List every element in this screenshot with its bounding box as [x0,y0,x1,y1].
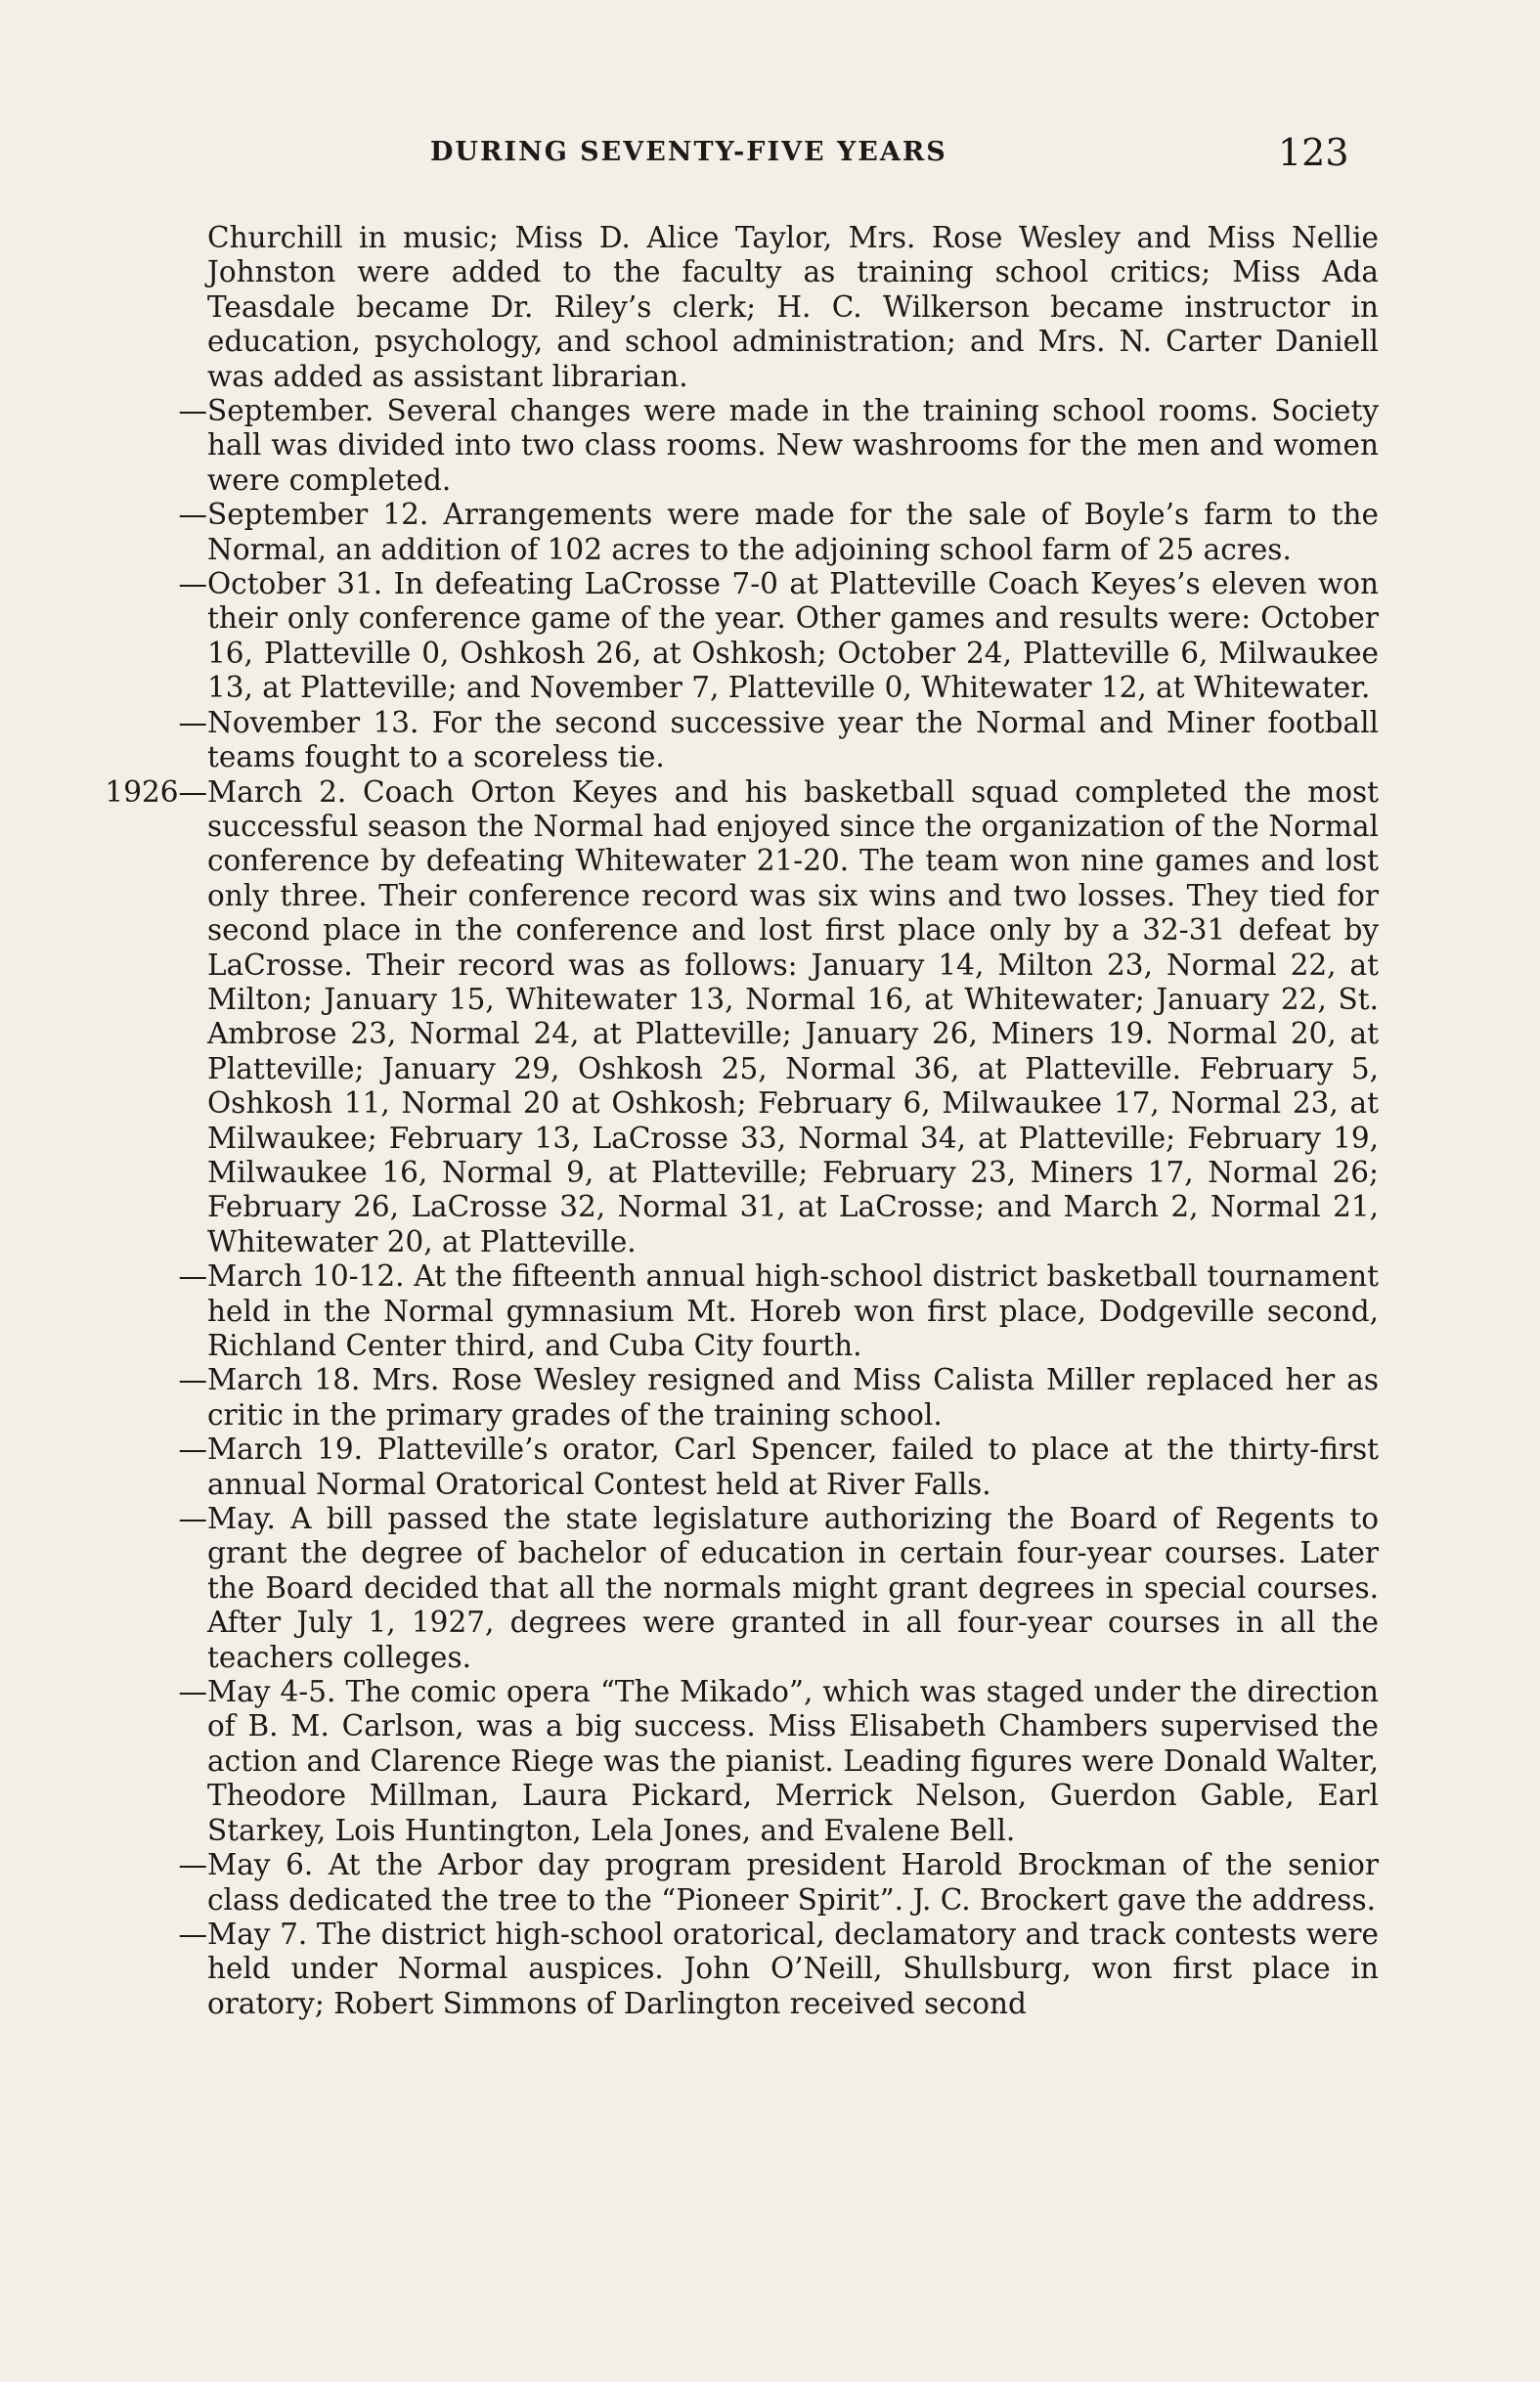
chronology-entry [105,774,1379,1260]
chronology-entry [168,498,1379,567]
page-body [105,221,1379,2021]
entry-lead: — [178,1363,207,1397]
entry-text: March 10-12. At the fifteenth annual high-school district basketball tournament held in the Normal gymnasium Mt. Horeb won first place, Dodgeville second, Richland Center third, and Cuba City fourth. [207,1259,1379,1362]
entry-lead: — [178,567,207,601]
chronology-entry [168,706,1379,775]
entry-lead: — [178,1675,207,1709]
entry-lead: — [178,1433,207,1467]
entry-text: October 31. In defeating LaCrosse 7-0 at Platteville Coach Keyes’s eleven won their only conference game of the year. Other games and results were: October 16, Platteville 0, Oshkosh 26, at Oshkosh; October 24, Platteville 6, Milwaukee 13, at Platteville; and November 7, Platteville 0, Whitewater 12, at Whitewater. [207,567,1379,705]
chronology-entry [168,394,1379,498]
entry-text: Churchill in music; Miss D. Alice Taylor, Mrs. Rose Wesley and Miss Nellie Johnston were added to the faculty as training school critics; Miss Ada Teasdale became Dr. Riley’s clerk; H. C. Wilkerson became instructor in education, psychology, and school administration; and Mrs. N. Carter Daniell was added as assistant librarian. [207,221,1379,393]
entry-lead: — [178,1502,207,1536]
page-number: 123 [1278,131,1349,174]
chronology-entry [168,1363,1379,1433]
chronology-entry [168,1848,1379,1918]
entry-lead: — [178,498,207,532]
entry-text: March 2. Coach Orton Keyes and his basketball squad completed the most successful season the Normal had enjoyed since the organization of the Normal conference by defeating Whitewater 21-20. The team won nine games and lost only three. Their conference record was six wins and two losses. They tied for second place in the conference and lost first place only by a 32-31 defeat by LaCrosse. Their record was as follows: January 14, Milton 23, Normal 22, at Milton; January 15, Whitewater 13, Normal 16, at Whitewater; January 22, St. Ambrose 23, Normal 24, at Platteville; January 26, Miners 19. Normal 20, at Platteville; January 29, Oshkosh 25, Normal 36, at Platteville. February 5, Oshkosh 11, Normal 20 at Oshkosh; February 6, Milwaukee 17, Normal 23, at Milwaukee; February 13, LaCrosse 33, Normal 34, at Platteville; February 19, Milwaukee 16, Normal 9, at Platteville; February 23, Miners 17, Normal 26; February 26, LaCrosse 32, Normal 31, at LaCrosse; and March 2, Normal 21, Whitewater 20, at Platteville. [207,774,1379,1258]
entry-text: May 6. At the Arbor day program president Harold Brockman of the senior class dedicated the tree to the “Pioneer Spirit”. J. C. Brockert gave the address. [207,1848,1379,1917]
entry-text: May 7. The district high-school oratorical, declamatory and track contests were held under Normal auspices. John O’Neill, Shullsburg, won first place in oratory; Robert Simmons of Darlington received second [207,1917,1379,2020]
chronology-entry [168,1918,1379,2021]
entry-text: March 19. Platteville’s orator, Carl Spencer, failed to place at the thirty-first annual Normal Oratorical Contest held at River Falls. [207,1433,1379,1501]
entry-text: November 13. For the second successive year the Normal and Miner football teams fought to a scoreless tie. [207,705,1379,774]
chronology-entry [168,1433,1379,1502]
entry-year-lead: 1926— [105,774,207,809]
entry-lead: — [178,1917,207,1951]
entry-lead: — [178,394,207,428]
entry-text: March 18. Mrs. Rose Wesley resigned and Miss Calista Miller replaced her as critic in the primary grades of the training school. [207,1363,1379,1432]
running-head: DURING SEVENTY-FIVE YEARS [430,137,947,167]
chronology-entry [168,1259,1379,1363]
entry-text: September. Several changes were made in the training school rooms. Society hall was divided into two class rooms. New washrooms for the men and women were completed. [207,394,1379,497]
chronology-entry [168,1502,1379,1675]
chronology-entry [168,1675,1379,1848]
entry-lead: — [178,1259,207,1294]
chronology-entry [168,567,1379,706]
entry-text: May 4-5. The comic opera “The Mikado”, which was staged under the direction of B. M. Carlson, was a big success. Miss Elisabeth Chambers supervised the action and Clarence Riege was the pianist. Leading figures were Donald Walter, Theodore Millman, Laura Pickard, Merrick Nelson, Guerdon Gable, Earl Starkey, Lois Huntington, Lela Jones, and Evalene Bell. [207,1675,1379,1847]
entry-text: September 12. Arrangements were made for the sale of Boyle’s farm to the Normal, an addition of 102 acres to the adjoining school farm of 25 acres. [207,498,1379,566]
entry-text: May. A bill passed the state legislature authorizing the Board of Regents to grant the degree of bachelor of education in certain four-year courses. Later the Board decided that all the normals might grant degrees in special courses. After July 1, 1927, degrees were granted in all four-year courses in all the teachers colleges. [207,1502,1379,1674]
entry-lead: — [178,705,207,739]
entry-lead: — [178,1848,207,1882]
chronology-entry [168,221,1379,394]
